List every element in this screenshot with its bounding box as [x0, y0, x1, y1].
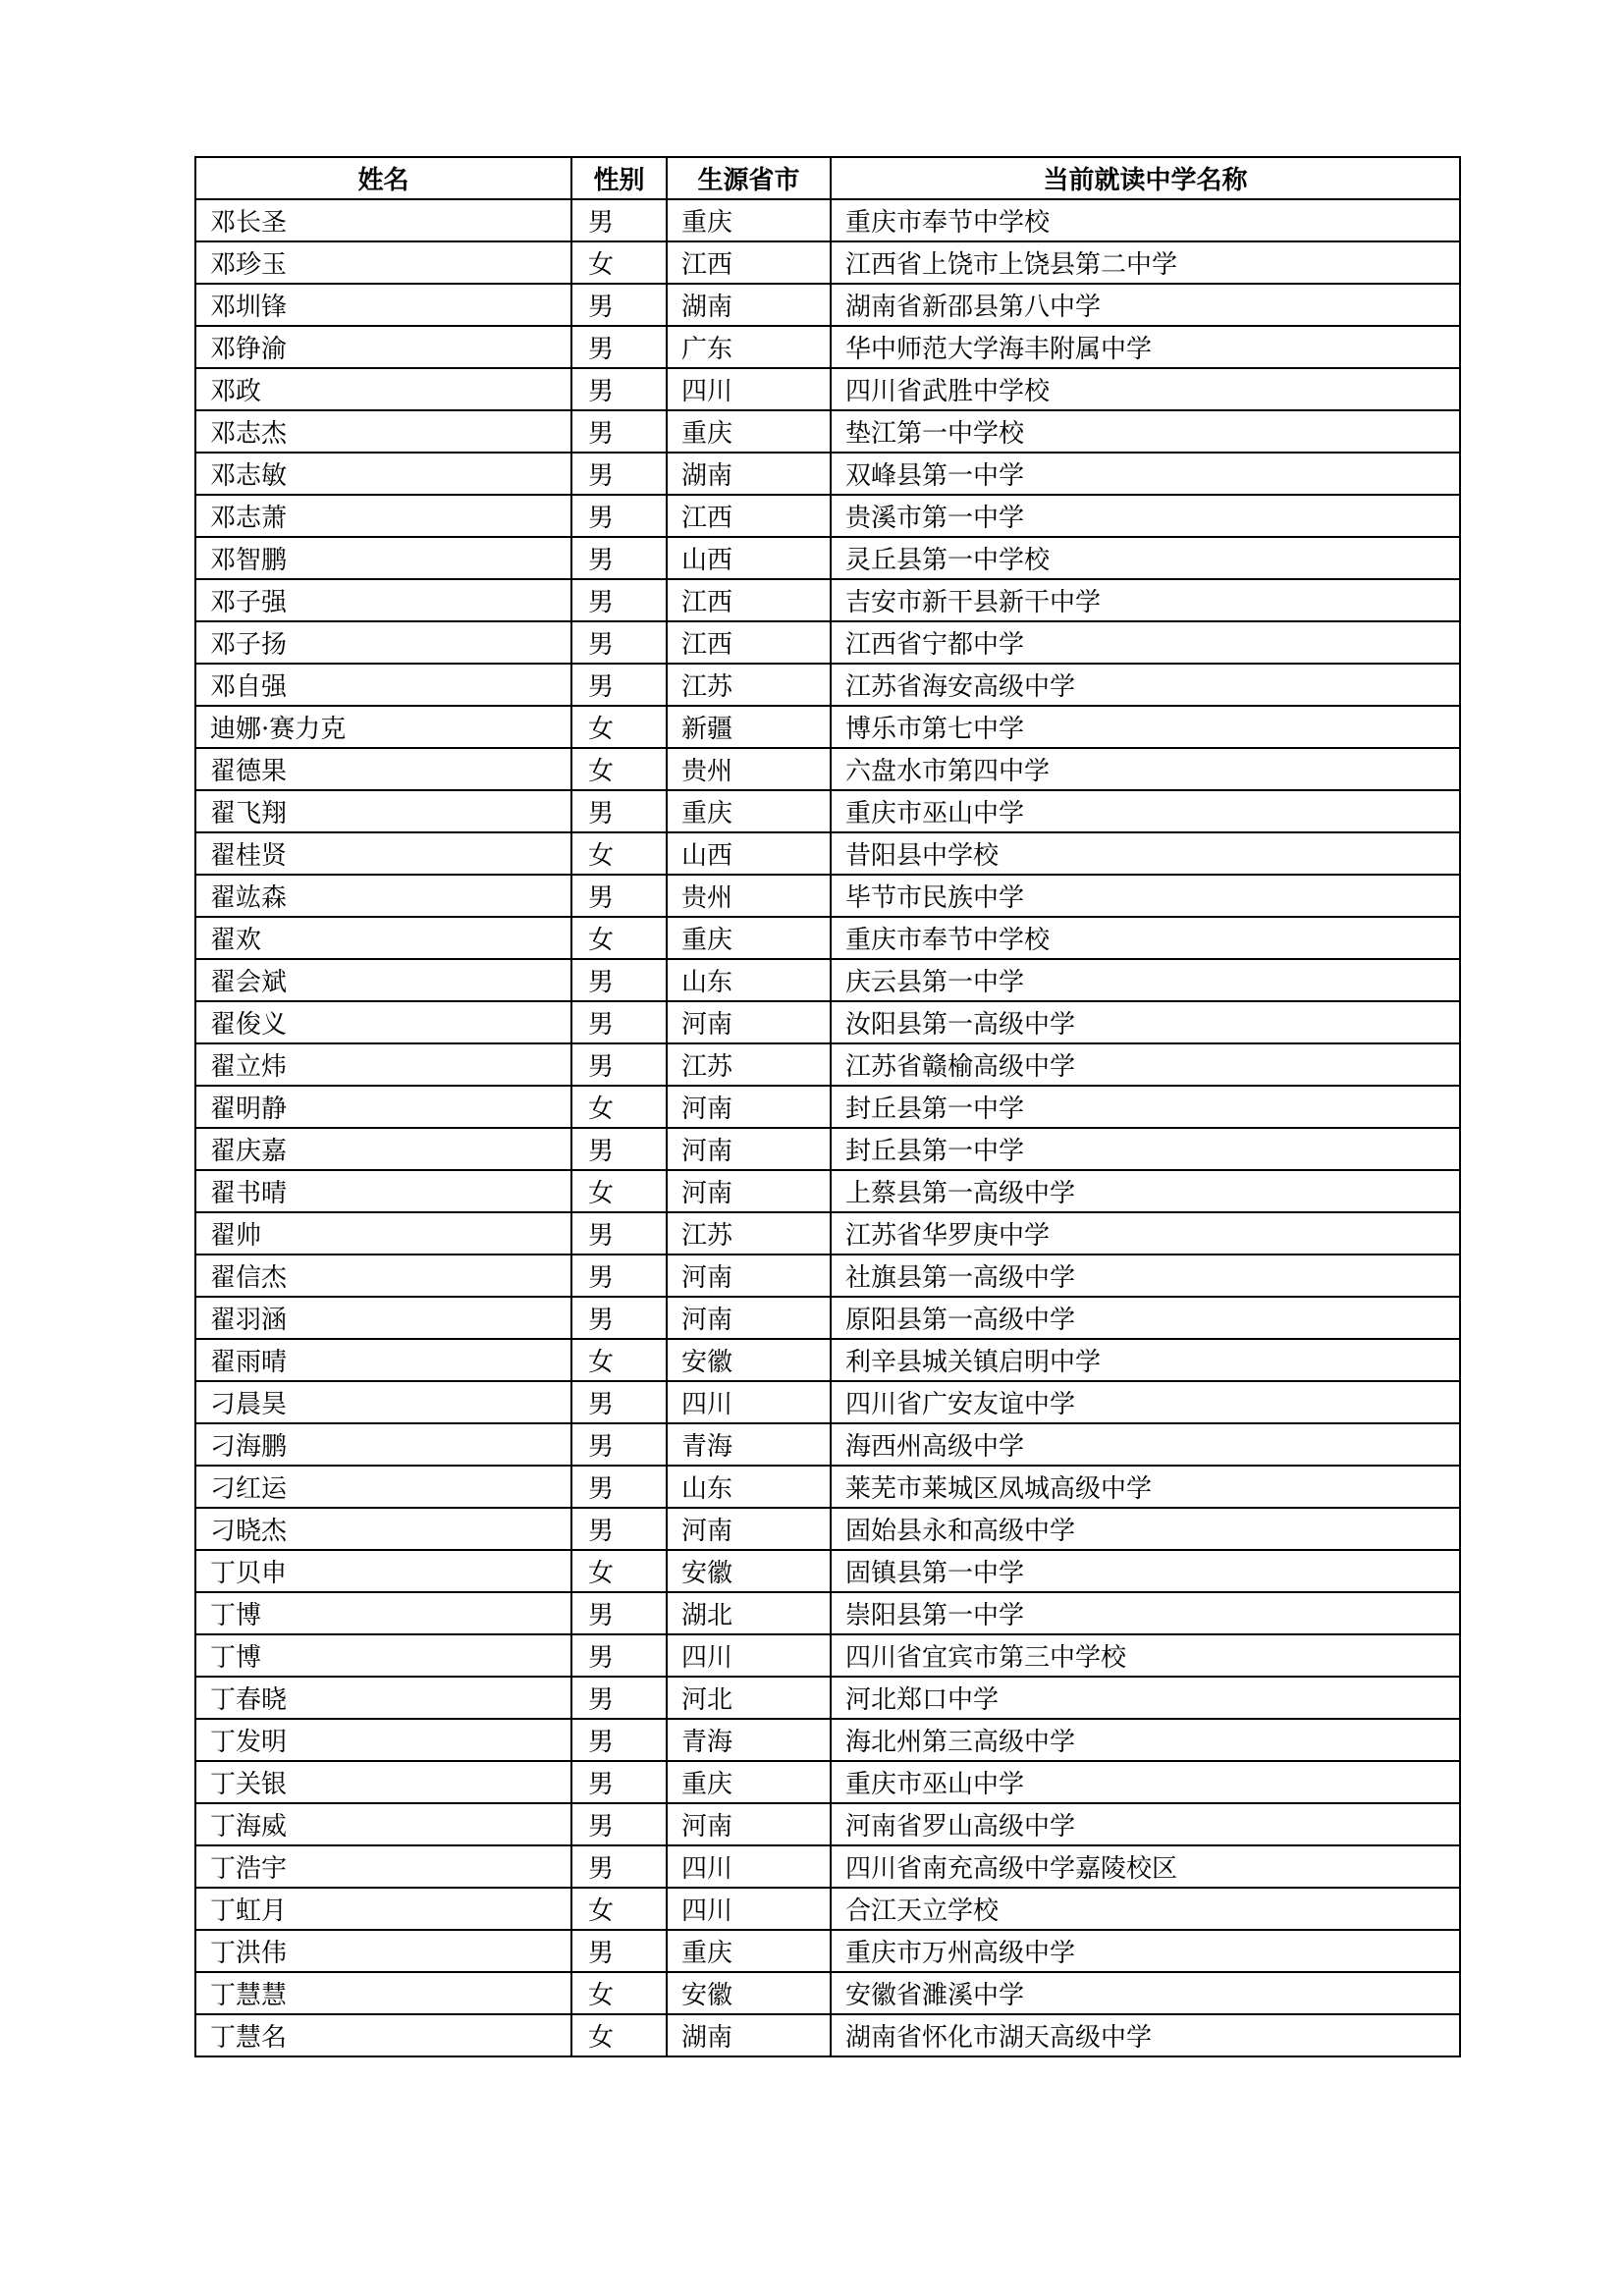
table-row [195, 368, 1460, 410]
table-row [195, 326, 1460, 368]
cell-gender: 男 [571, 579, 667, 621]
cell-name: 邓珍玉 [195, 241, 571, 284]
cell-school: 垫江第一中学校 [831, 410, 1460, 453]
table-row [195, 410, 1460, 453]
cell-name: 邓子扬 [195, 621, 571, 664]
cell-province: 四川 [667, 1381, 831, 1423]
table-row [195, 832, 1460, 875]
cell-province: 四川 [667, 1888, 831, 1930]
table-row [195, 2014, 1460, 2056]
cell-province: 江苏 [667, 1043, 831, 1086]
cell-school: 社旗县第一高级中学 [831, 1255, 1460, 1297]
cell-name: 翟书晴 [195, 1170, 571, 1212]
cell-gender: 男 [571, 199, 667, 241]
cell-name: 邓智鹏 [195, 537, 571, 579]
cell-name: 邓志杰 [195, 410, 571, 453]
cell-name: 丁春晓 [195, 1677, 571, 1719]
cell-gender: 女 [571, 917, 667, 959]
cell-province: 重庆 [667, 1761, 831, 1803]
cell-gender: 男 [571, 1845, 667, 1888]
cell-gender: 男 [571, 1297, 667, 1339]
cell-school: 四川省广安友谊中学 [831, 1381, 1460, 1423]
cell-province: 河南 [667, 1803, 831, 1845]
cell-school: 灵丘县第一中学校 [831, 537, 1460, 579]
cell-province: 山西 [667, 832, 831, 875]
cell-name: 翟帅 [195, 1212, 571, 1255]
cell-province: 安徽 [667, 1550, 831, 1592]
cell-name: 翟俊义 [195, 1001, 571, 1043]
table-row [195, 1170, 1460, 1212]
table-row [195, 199, 1460, 241]
cell-name: 丁慧慧 [195, 1972, 571, 2014]
table-row [195, 1128, 1460, 1170]
table-row [195, 1001, 1460, 1043]
cell-name: 邓子强 [195, 579, 571, 621]
cell-name: 翟立炜 [195, 1043, 571, 1086]
cell-gender: 男 [571, 664, 667, 706]
table-row [195, 1550, 1460, 1592]
cell-name: 丁海威 [195, 1803, 571, 1845]
cell-gender: 男 [571, 1255, 667, 1297]
cell-name: 邓政 [195, 368, 571, 410]
cell-gender: 男 [571, 1212, 667, 1255]
table-row [195, 875, 1460, 917]
cell-province: 四川 [667, 1634, 831, 1677]
cell-school: 合江天立学校 [831, 1888, 1460, 1930]
table-header-row [195, 157, 1460, 199]
cell-gender: 男 [571, 537, 667, 579]
cell-province: 新疆 [667, 706, 831, 748]
cell-province: 江苏 [667, 1212, 831, 1255]
table-row [195, 1043, 1460, 1086]
table-row [195, 706, 1460, 748]
table-row [195, 537, 1460, 579]
cell-name: 翟明静 [195, 1086, 571, 1128]
cell-name: 翟德果 [195, 748, 571, 790]
cell-province: 湖南 [667, 284, 831, 326]
cell-gender: 男 [571, 1592, 667, 1634]
cell-school: 江苏省赣榆高级中学 [831, 1043, 1460, 1086]
table-row [195, 1803, 1460, 1845]
header-school: 当前就读中学名称 [831, 157, 1460, 199]
cell-province: 江西 [667, 621, 831, 664]
cell-province: 河北 [667, 1677, 831, 1719]
cell-province: 河南 [667, 1001, 831, 1043]
cell-gender: 男 [571, 1508, 667, 1550]
cell-province: 广东 [667, 326, 831, 368]
cell-province: 贵州 [667, 875, 831, 917]
cell-gender: 男 [571, 1930, 667, 1972]
table-row [195, 1212, 1460, 1255]
table-row [195, 959, 1460, 1001]
cell-province: 安徽 [667, 1339, 831, 1381]
cell-gender: 男 [571, 1803, 667, 1845]
table-row [195, 664, 1460, 706]
table-row [195, 1719, 1460, 1761]
cell-province: 重庆 [667, 410, 831, 453]
cell-school: 华中师范大学海丰附属中学 [831, 326, 1460, 368]
cell-province: 贵州 [667, 748, 831, 790]
table-row [195, 621, 1460, 664]
cell-school: 六盘水市第四中学 [831, 748, 1460, 790]
cell-gender: 男 [571, 453, 667, 495]
cell-name: 翟飞翔 [195, 790, 571, 832]
cell-gender: 女 [571, 748, 667, 790]
cell-school: 四川省宜宾市第三中学校 [831, 1634, 1460, 1677]
cell-province: 江西 [667, 241, 831, 284]
table-row [195, 241, 1460, 284]
cell-name: 丁贝申 [195, 1550, 571, 1592]
header-gender: 性别 [571, 157, 667, 199]
cell-province: 河南 [667, 1128, 831, 1170]
cell-province: 青海 [667, 1719, 831, 1761]
cell-name: 翟雨晴 [195, 1339, 571, 1381]
cell-gender: 男 [571, 326, 667, 368]
cell-province: 山东 [667, 959, 831, 1001]
table-row [195, 1634, 1460, 1677]
cell-school: 海北州第三高级中学 [831, 1719, 1460, 1761]
cell-name: 邓铮渝 [195, 326, 571, 368]
cell-name: 丁博 [195, 1634, 571, 1677]
table-row [195, 495, 1460, 537]
cell-school: 原阳县第一高级中学 [831, 1297, 1460, 1339]
cell-school: 固始县永和高级中学 [831, 1508, 1460, 1550]
cell-name: 翟桂贤 [195, 832, 571, 875]
cell-name: 邓志敏 [195, 453, 571, 495]
cell-province: 河南 [667, 1255, 831, 1297]
cell-gender: 男 [571, 368, 667, 410]
cell-school: 封丘县第一中学 [831, 1128, 1460, 1170]
cell-province: 重庆 [667, 917, 831, 959]
cell-gender: 女 [571, 1339, 667, 1381]
cell-school: 安徽省濉溪中学 [831, 1972, 1460, 2014]
cell-school: 江苏省海安高级中学 [831, 664, 1460, 706]
table-row [195, 917, 1460, 959]
cell-school: 庆云县第一中学 [831, 959, 1460, 1001]
cell-gender: 女 [571, 832, 667, 875]
cell-school: 重庆市巫山中学 [831, 790, 1460, 832]
cell-school: 重庆市奉节中学校 [831, 917, 1460, 959]
cell-name: 丁博 [195, 1592, 571, 1634]
table-row [195, 1972, 1460, 2014]
table-row [195, 1297, 1460, 1339]
cell-gender: 男 [571, 875, 667, 917]
cell-province: 四川 [667, 1845, 831, 1888]
cell-province: 安徽 [667, 1972, 831, 2014]
cell-school: 河北郑口中学 [831, 1677, 1460, 1719]
cell-gender: 男 [571, 495, 667, 537]
cell-school: 湖南省怀化市湖天高级中学 [831, 2014, 1460, 2056]
cell-gender: 男 [571, 1001, 667, 1043]
table-row [195, 748, 1460, 790]
cell-school: 江西省宁都中学 [831, 621, 1460, 664]
cell-name: 翟庆嘉 [195, 1128, 571, 1170]
cell-province: 江西 [667, 495, 831, 537]
cell-name: 丁慧名 [195, 2014, 571, 2056]
cell-name: 邓长圣 [195, 199, 571, 241]
header-name: 姓名 [195, 157, 571, 199]
cell-name: 翟羽涵 [195, 1297, 571, 1339]
cell-province: 青海 [667, 1423, 831, 1466]
table-row [195, 1845, 1460, 1888]
cell-province: 湖南 [667, 453, 831, 495]
cell-province: 重庆 [667, 790, 831, 832]
cell-name: 丁浩宇 [195, 1845, 571, 1888]
table-row [195, 1255, 1460, 1297]
cell-school: 四川省武胜中学校 [831, 368, 1460, 410]
cell-school: 博乐市第七中学 [831, 706, 1460, 748]
cell-gender: 男 [571, 1466, 667, 1508]
cell-name: 邓自强 [195, 664, 571, 706]
cell-gender: 女 [571, 1972, 667, 2014]
cell-school: 莱芜市莱城区凤城高级中学 [831, 1466, 1460, 1508]
cell-province: 河南 [667, 1297, 831, 1339]
cell-school: 封丘县第一中学 [831, 1086, 1460, 1128]
cell-school: 双峰县第一中学 [831, 453, 1460, 495]
table-row [195, 1677, 1460, 1719]
cell-gender: 男 [571, 959, 667, 1001]
cell-gender: 男 [571, 1128, 667, 1170]
cell-school: 海西州高级中学 [831, 1423, 1460, 1466]
cell-province: 河南 [667, 1508, 831, 1550]
cell-gender: 女 [571, 241, 667, 284]
table-row [195, 1592, 1460, 1634]
cell-province: 山东 [667, 1466, 831, 1508]
cell-school: 贵溪市第一中学 [831, 495, 1460, 537]
cell-province: 重庆 [667, 199, 831, 241]
cell-school: 崇阳县第一中学 [831, 1592, 1460, 1634]
table-row [195, 1381, 1460, 1423]
cell-province: 重庆 [667, 1930, 831, 1972]
cell-name: 刁海鹏 [195, 1423, 571, 1466]
table-row [195, 1888, 1460, 1930]
table-row [195, 1423, 1460, 1466]
table-row [195, 1508, 1460, 1550]
cell-name: 刁晓杰 [195, 1508, 571, 1550]
table-row [195, 1086, 1460, 1128]
cell-name: 刁红运 [195, 1466, 571, 1508]
table-row [195, 284, 1460, 326]
cell-name: 邓志萧 [195, 495, 571, 537]
cell-school: 河南省罗山高级中学 [831, 1803, 1460, 1845]
cell-gender: 女 [571, 1888, 667, 1930]
cell-name: 刁晨昊 [195, 1381, 571, 1423]
cell-name: 丁虹月 [195, 1888, 571, 1930]
table-row [195, 1466, 1460, 1508]
cell-gender: 女 [571, 1086, 667, 1128]
cell-name: 丁关银 [195, 1761, 571, 1803]
cell-name: 迪娜·赛力克 [195, 706, 571, 748]
cell-school: 四川省南充高级中学嘉陵校区 [831, 1845, 1460, 1888]
cell-school: 汝阳县第一高级中学 [831, 1001, 1460, 1043]
cell-gender: 男 [571, 621, 667, 664]
table-row [195, 790, 1460, 832]
cell-school: 利辛县城关镇启明中学 [831, 1339, 1460, 1381]
cell-name: 翟信杰 [195, 1255, 571, 1297]
cell-province: 湖南 [667, 2014, 831, 2056]
table-row [195, 579, 1460, 621]
cell-name: 翟会斌 [195, 959, 571, 1001]
cell-school: 重庆市巫山中学 [831, 1761, 1460, 1803]
cell-school: 毕节市民族中学 [831, 875, 1460, 917]
cell-province: 四川 [667, 368, 831, 410]
cell-province: 河南 [667, 1086, 831, 1128]
cell-province: 河南 [667, 1170, 831, 1212]
cell-school: 重庆市万州高级中学 [831, 1930, 1460, 1972]
cell-gender: 男 [571, 1043, 667, 1086]
cell-gender: 女 [571, 706, 667, 748]
table-row [195, 1339, 1460, 1381]
cell-school: 吉安市新干县新干中学 [831, 579, 1460, 621]
cell-gender: 男 [571, 1423, 667, 1466]
cell-gender: 男 [571, 1677, 667, 1719]
header-province: 生源省市 [667, 157, 831, 199]
cell-school: 湖南省新邵县第八中学 [831, 284, 1460, 326]
cell-school: 上蔡县第一高级中学 [831, 1170, 1460, 1212]
cell-name: 邓圳锋 [195, 284, 571, 326]
cell-name: 丁洪伟 [195, 1930, 571, 1972]
cell-name: 翟欢 [195, 917, 571, 959]
cell-gender: 男 [571, 790, 667, 832]
cell-gender: 女 [571, 1170, 667, 1212]
cell-name: 翟竑森 [195, 875, 571, 917]
cell-province: 山西 [667, 537, 831, 579]
table-row [195, 1930, 1460, 1972]
cell-gender: 男 [571, 1761, 667, 1803]
cell-province: 江西 [667, 579, 831, 621]
cell-school: 昔阳县中学校 [831, 832, 1460, 875]
cell-school: 重庆市奉节中学校 [831, 199, 1460, 241]
cell-gender: 女 [571, 1550, 667, 1592]
table-row [195, 453, 1460, 495]
cell-gender: 男 [571, 1719, 667, 1761]
cell-gender: 男 [571, 284, 667, 326]
cell-school: 固镇县第一中学 [831, 1550, 1460, 1592]
cell-name: 丁发明 [195, 1719, 571, 1761]
table-row [195, 1761, 1460, 1803]
cell-province: 湖北 [667, 1592, 831, 1634]
cell-gender: 男 [571, 1381, 667, 1423]
cell-gender: 男 [571, 410, 667, 453]
cell-school: 江苏省华罗庚中学 [831, 1212, 1460, 1255]
student-table [194, 156, 1461, 2057]
cell-school: 江西省上饶市上饶县第二中学 [831, 241, 1460, 284]
cell-gender: 女 [571, 2014, 667, 2056]
cell-province: 江苏 [667, 664, 831, 706]
cell-gender: 男 [571, 1634, 667, 1677]
